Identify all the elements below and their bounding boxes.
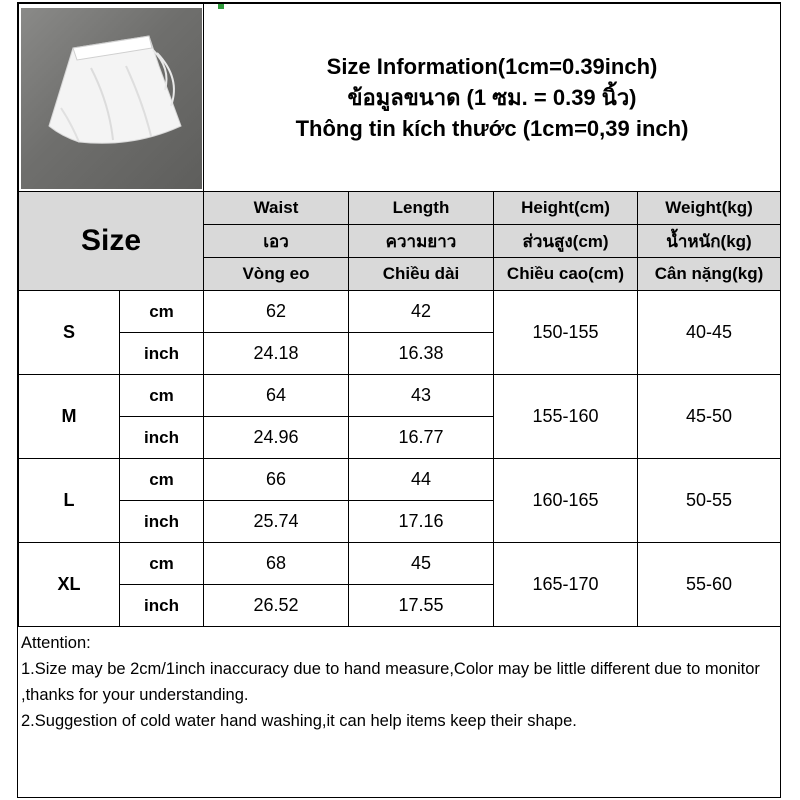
table-row: [19, 291, 781, 333]
header-weight-th: น้ำหนัก(kg): [638, 225, 781, 258]
unit-cm: cm: [120, 459, 204, 501]
product-photo: [21, 8, 202, 189]
unit-cm: cm: [120, 291, 204, 333]
unit-inch: inch: [120, 501, 204, 543]
unit-inch: inch: [120, 333, 204, 375]
header-waist-vi: Vòng eo: [204, 258, 349, 291]
title-thai: ข้อมูลขนาด (1 ซม. = 0.39 นิ้ว): [347, 85, 637, 110]
waist-cm: 68: [204, 543, 349, 585]
unit-cm: cm: [120, 543, 204, 585]
waist-cm: 62: [204, 291, 349, 333]
length-cm: 42: [349, 291, 494, 333]
size-label-xl: XL: [19, 543, 120, 627]
header-height-en: Height(cm): [494, 192, 638, 225]
header-length-th: ความยาว: [349, 225, 494, 258]
waist-inch: 26.52: [204, 585, 349, 627]
weight-range: 45-50: [638, 375, 781, 459]
header-height-th: ส่วนสูง(cm): [494, 225, 638, 258]
header-row-english: [19, 192, 781, 225]
height-range: 150-155: [494, 291, 638, 375]
attention-notes: [21, 630, 777, 734]
unit-inch: inch: [120, 417, 204, 459]
size-header: Size: [19, 192, 204, 291]
attention-note-1: 1.Size may be 2cm/1inch inaccuracy due to hand measure,Color may be little different due to monitor ,thanks for your understanding.: [21, 660, 760, 704]
length-inch: 17.55: [349, 585, 494, 627]
attention-heading: Attention:: [21, 634, 91, 652]
attention-note-2: 2.Suggestion of cold water hand washing,it can help items keep their shape.: [21, 712, 577, 730]
title-vietnamese: Thông tin kích thước (1cm=0,39 inch): [295, 116, 689, 141]
unit-inch: inch: [120, 585, 204, 627]
title-english: Size Information(1cm=0.39inch): [326, 54, 658, 79]
weight-range: 55-60: [638, 543, 781, 627]
header-length-en: Length: [349, 192, 494, 225]
size-label-l: L: [19, 459, 120, 543]
length-inch: 16.38: [349, 333, 494, 375]
size-label-s: S: [19, 291, 120, 375]
skirt-illustration: [21, 8, 202, 189]
waist-cm: 66: [204, 459, 349, 501]
size-label-m: M: [19, 375, 120, 459]
weight-range: 50-55: [638, 459, 781, 543]
header-waist-th: เอว: [204, 225, 349, 258]
length-cm: 45: [349, 543, 494, 585]
length-inch: 16.77: [349, 417, 494, 459]
weight-range: 40-45: [638, 291, 781, 375]
header-waist-en: Waist: [204, 192, 349, 225]
table-row: [19, 375, 781, 417]
table-row: [19, 459, 781, 501]
size-table: [18, 3, 781, 627]
height-range: 160-165: [494, 459, 638, 543]
length-inch: 17.16: [349, 501, 494, 543]
waist-cm: 64: [204, 375, 349, 417]
height-range: 155-160: [494, 375, 638, 459]
size-info-title: [204, 4, 781, 192]
waist-inch: 25.74: [204, 501, 349, 543]
waist-inch: 24.96: [204, 417, 349, 459]
table-row: [19, 543, 781, 585]
size-chart-sheet: [17, 2, 781, 798]
unit-cm: cm: [120, 375, 204, 417]
header-weight-en: Weight(kg): [638, 192, 781, 225]
title-row: [19, 4, 781, 192]
product-photo-cell: [19, 4, 204, 192]
length-cm: 44: [349, 459, 494, 501]
header-length-vi: Chiều dài: [349, 258, 494, 291]
header-weight-vi: Cân nặng(kg): [638, 258, 781, 291]
waist-inch: 24.18: [204, 333, 349, 375]
height-range: 165-170: [494, 543, 638, 627]
header-height-vi: Chiều cao(cm): [494, 258, 638, 291]
length-cm: 43: [349, 375, 494, 417]
